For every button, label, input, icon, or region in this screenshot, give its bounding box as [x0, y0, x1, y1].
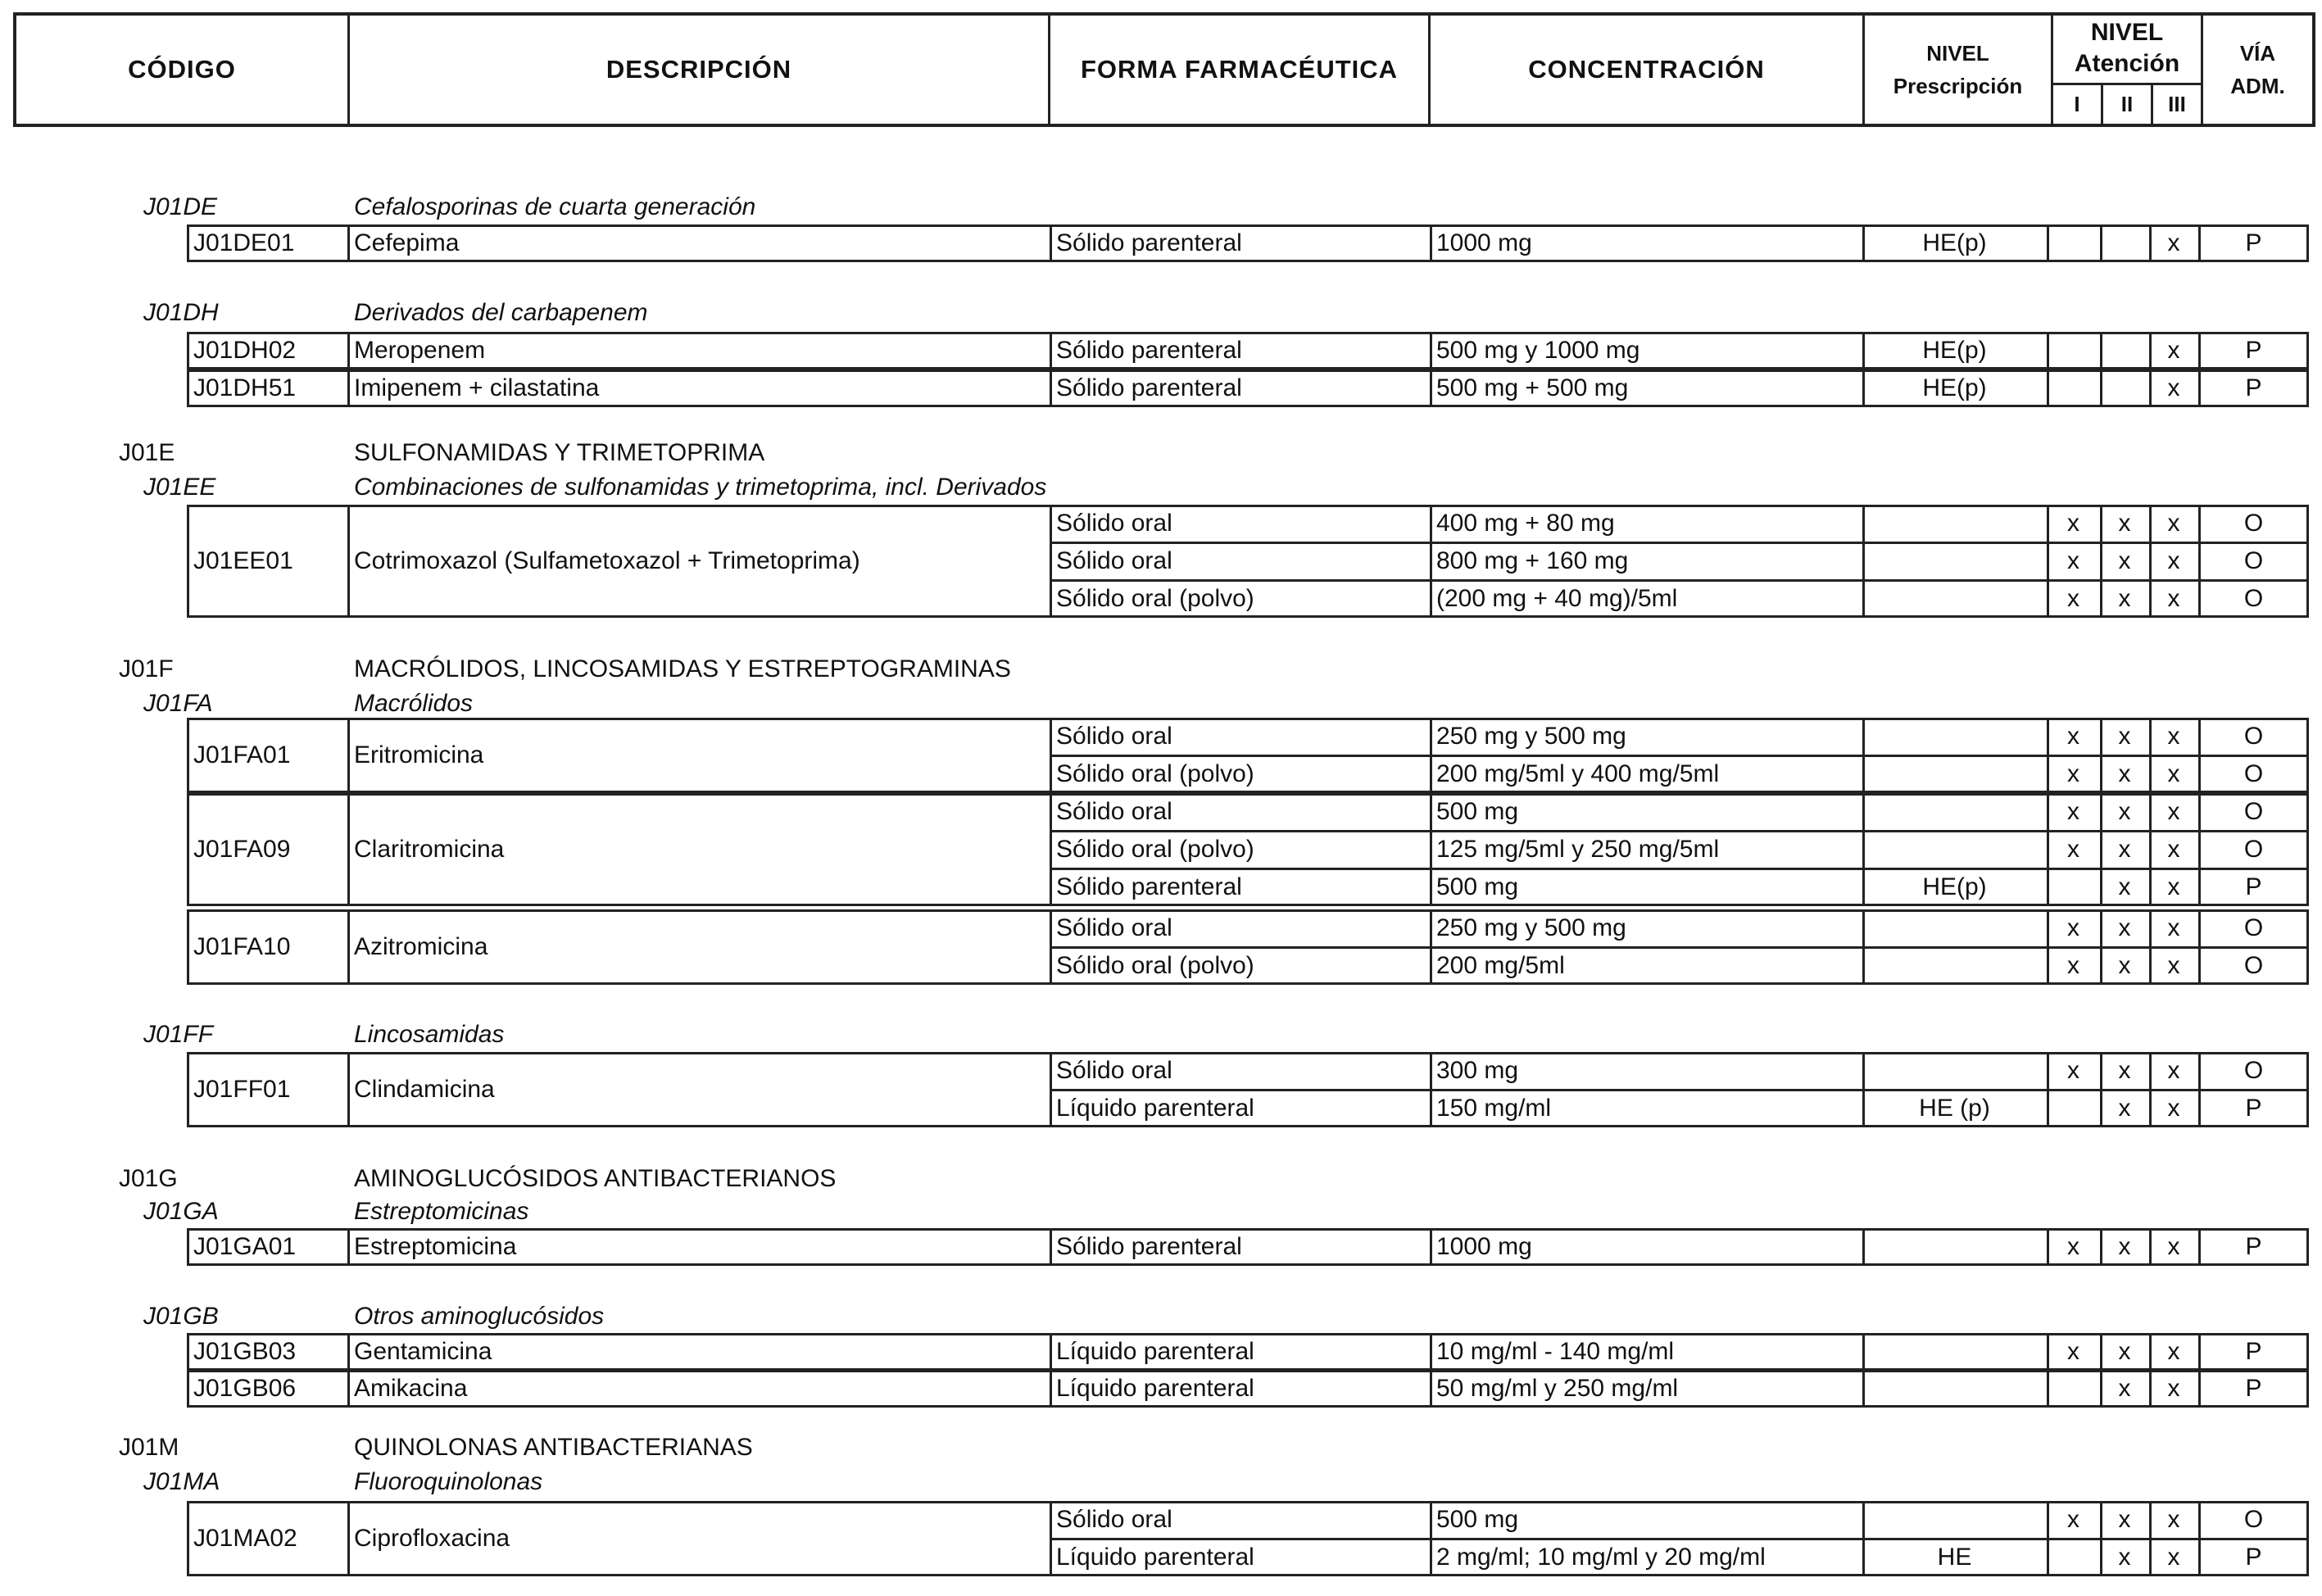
medication-description: Clindamicina	[354, 1076, 495, 1103]
header-via-line2: ADM.	[2230, 74, 2285, 98]
medication-description: Amikacina	[354, 1375, 468, 1402]
prescription-level	[1862, 1333, 2047, 1371]
administration-route: P	[2245, 873, 2262, 900]
administration-route: P	[2245, 229, 2262, 256]
section-code: J01DE	[143, 193, 218, 220]
care-level-2: x	[2118, 1233, 2131, 1260]
care-level-2: x	[2118, 1095, 2131, 1122]
pharmaceutical-form: Sólido oral	[1056, 547, 1172, 574]
medication-code: J01DE01	[193, 229, 295, 256]
prescription-level: HE(p)	[1922, 374, 1987, 401]
prescription-level	[1862, 1228, 2047, 1266]
medication-code: J01EE01	[193, 547, 293, 574]
care-level-3: x	[2167, 547, 2180, 574]
column-divider	[1430, 793, 1432, 906]
column-divider	[347, 1228, 350, 1266]
administration-route: O	[2243, 952, 2264, 979]
prescription-level	[1862, 1370, 2047, 1408]
section-code: J01M	[119, 1434, 179, 1461]
prescription-level	[1862, 909, 2047, 947]
section-title: Combinaciones de sulfonamidas y trimetoprima, incl. Derivados	[354, 474, 1047, 501]
section-code: J01GA	[143, 1198, 219, 1225]
column-divider	[1050, 1333, 1052, 1371]
care-level-1: x	[2067, 1233, 2079, 1260]
column-divider	[1050, 370, 1052, 407]
header-descripcion: DESCRIPCIÓN	[605, 55, 792, 84]
care-level-1: x	[2067, 952, 2079, 979]
care-level-2: x	[2118, 1375, 2131, 1402]
concentration: 500 mg y 1000 mg	[1436, 337, 1640, 364]
column-divider	[1050, 332, 1052, 370]
administration-route: P	[2245, 1544, 2262, 1571]
header-via	[2203, 16, 2312, 124]
care-level-3: x	[2167, 337, 2180, 364]
pharmaceutical-form: Sólido oral (polvo)	[1056, 585, 1254, 612]
pharmaceutical-form: Líquido parenteral	[1056, 1338, 1254, 1365]
pharmaceutical-form: Sólido oral	[1056, 798, 1172, 825]
care-level-1: x	[2067, 1506, 2079, 1533]
care-level-1	[2047, 1539, 2100, 1576]
section-title: QUINOLONAS ANTIBACTERIANAS	[354, 1434, 753, 1461]
care-level-3: x	[2167, 914, 2180, 941]
concentration: 200 mg/5ml	[1436, 952, 1565, 979]
column-divider	[1430, 224, 1432, 262]
medication-description: Imipenem + cilastatina	[354, 374, 600, 401]
concentration: 200 mg/5ml y 400 mg/5ml	[1436, 760, 1720, 787]
administration-route: O	[2243, 1057, 2264, 1084]
pharmaceutical-form: Líquido parenteral	[1056, 1544, 1254, 1571]
column-divider	[347, 718, 350, 793]
prescription-level	[1862, 947, 2047, 985]
concentration: 1000 mg	[1436, 229, 1532, 256]
medication-code: J01MA02	[193, 1525, 297, 1552]
section-title: MACRÓLIDOS, LINCOSAMIDAS Y ESTREPTOGRAMINAS	[354, 655, 1011, 682]
column-divider	[1430, 1333, 1432, 1371]
care-level-1	[2047, 868, 2100, 906]
administration-route: O	[2243, 836, 2264, 863]
header-nivel-III: III	[2168, 92, 2186, 116]
pharmaceutical-form: Sólido oral	[1056, 1506, 1172, 1533]
care-level-2: x	[2118, 723, 2131, 750]
care-level-2: x	[2118, 914, 2131, 941]
section-title: Fluoroquinolonas	[354, 1468, 543, 1495]
section-code: J01E	[119, 439, 175, 466]
pharmaceutical-form: Sólido oral (polvo)	[1056, 952, 1254, 979]
care-level-3: x	[2167, 585, 2180, 612]
column-divider	[347, 505, 350, 618]
care-level-1	[2047, 1090, 2100, 1127]
pharmaceutical-form: Sólido parenteral	[1056, 229, 1242, 256]
pharmaceutical-form: Sólido oral	[1056, 723, 1172, 750]
care-level-1	[2047, 224, 2100, 262]
medication-code: J01GB06	[193, 1375, 297, 1402]
section-code: J01EE	[143, 474, 216, 501]
administration-route: O	[2243, 1506, 2264, 1533]
header-nivel-prescripcion	[1865, 16, 2051, 124]
concentration: 10 mg/ml - 140 mg/ml	[1436, 1338, 1675, 1365]
concentration: 500 mg	[1436, 798, 1519, 825]
care-level-2: x	[2118, 1544, 2131, 1571]
care-level-1: x	[2067, 914, 2079, 941]
care-level-1	[2047, 332, 2100, 370]
care-level-3: x	[2167, 1233, 2180, 1260]
section-title: SULFONAMIDAS Y TRIMETOPRIMA	[354, 439, 765, 466]
prescription-level	[1862, 542, 2047, 580]
concentration: 150 mg/ml	[1436, 1095, 1552, 1122]
section-title: Estreptomicinas	[354, 1198, 529, 1225]
header-nivel-prescripcion-line2: Prescripción	[1893, 74, 2023, 98]
administration-route: O	[2243, 585, 2264, 612]
pharmaceutical-form: Líquido parenteral	[1056, 1095, 1254, 1122]
column-divider	[1050, 793, 1052, 906]
column-divider	[1050, 1370, 1052, 1408]
care-level-2: x	[2118, 1338, 2131, 1365]
administration-route: O	[2243, 547, 2264, 574]
section-title: Derivados del carbapenem	[354, 299, 648, 326]
care-level-3: x	[2167, 1095, 2180, 1122]
concentration: (200 mg + 40 mg)/5ml	[1436, 585, 1678, 612]
pharmaceutical-form: Sólido oral	[1056, 1057, 1172, 1084]
section-code: J01GB	[143, 1303, 219, 1330]
care-level-2: x	[2118, 1057, 2131, 1084]
care-level-3: x	[2167, 229, 2180, 256]
medication-code: J01GB03	[193, 1338, 297, 1365]
header-nivel-II: II	[2120, 92, 2134, 116]
medication-description: Gentamicina	[354, 1338, 492, 1365]
column-divider	[1430, 370, 1432, 407]
care-level-3: x	[2167, 723, 2180, 750]
concentration: 400 mg + 80 mg	[1436, 510, 1615, 537]
header-nivel-atencion-line1: NIVEL	[2090, 19, 2164, 46]
column-divider	[1050, 1228, 1052, 1266]
medication-description: Azitromicina	[354, 933, 488, 960]
column-divider	[347, 1333, 350, 1371]
column-divider	[347, 370, 350, 407]
care-level-3: x	[2167, 873, 2180, 900]
care-level-3: x	[2167, 952, 2180, 979]
pharmaceutical-form: Sólido parenteral	[1056, 337, 1242, 364]
care-level-1: x	[2067, 1338, 2079, 1365]
care-level-2: x	[2118, 836, 2131, 863]
section-code: J01F	[119, 655, 174, 682]
care-level-3: x	[2167, 1057, 2180, 1084]
care-level-3: x	[2167, 1544, 2180, 1571]
header-forma: FORMA FARMACÉUTICA	[1080, 55, 1399, 84]
column-divider	[1430, 505, 1432, 618]
prescription-level	[1862, 793, 2047, 831]
care-level-3: x	[2167, 798, 2180, 825]
concentration: 500 mg	[1436, 873, 1519, 900]
prescription-level	[1862, 580, 2047, 618]
care-level-2: x	[2118, 798, 2131, 825]
administration-route: O	[2243, 798, 2264, 825]
header-nivel-atencion-line2: Atención	[2074, 50, 2180, 77]
section-title: Macrólidos	[354, 690, 474, 717]
administration-route: P	[2245, 337, 2262, 364]
care-level-2	[2100, 370, 2149, 407]
concentration: 1000 mg	[1436, 1233, 1532, 1260]
pharmaceutical-form: Líquido parenteral	[1056, 1375, 1254, 1402]
header-nivel-prescripcion-line1: NIVEL	[1926, 41, 1989, 66]
section-code: J01G	[119, 1165, 178, 1192]
prescription-level	[1862, 1501, 2047, 1539]
medication-code: J01FA09	[193, 836, 291, 863]
header-via-line1: VÍA	[2239, 41, 2276, 66]
medication-code: J01FF01	[193, 1076, 291, 1103]
column-divider	[347, 224, 350, 262]
prescription-level: HE(p)	[1922, 229, 1987, 256]
administration-route: O	[2243, 723, 2264, 750]
concentration: 300 mg	[1436, 1057, 1519, 1084]
pharmaceutical-form: Sólido oral	[1056, 510, 1172, 537]
prescription-level: HE(p)	[1922, 337, 1987, 364]
prescription-level	[1862, 1052, 2047, 1090]
care-level-3: x	[2167, 836, 2180, 863]
administration-route: P	[2245, 374, 2262, 401]
care-level-1	[2047, 1370, 2100, 1408]
care-level-3: x	[2167, 1375, 2180, 1402]
pharmaceutical-form: Sólido parenteral	[1056, 374, 1242, 401]
care-level-2: x	[2118, 952, 2131, 979]
section-code: J01FF	[143, 1021, 214, 1048]
care-level-2: x	[2118, 547, 2131, 574]
concentration: 250 mg y 500 mg	[1436, 723, 1626, 750]
care-level-1: x	[2067, 798, 2079, 825]
concentration: 2 mg/ml; 10 mg/ml y 20 mg/ml	[1436, 1544, 1766, 1571]
prescription-level	[1862, 505, 2047, 542]
care-level-2: x	[2118, 760, 2131, 787]
section-code: J01MA	[143, 1468, 220, 1495]
column-divider	[1050, 224, 1052, 262]
medication-description: Estreptomicina	[354, 1233, 517, 1260]
header-codigo: CÓDIGO	[128, 55, 236, 84]
care-level-2: x	[2118, 1506, 2131, 1533]
administration-route: P	[2245, 1095, 2262, 1122]
section-title: Otros aminoglucósidos	[354, 1303, 605, 1330]
medication-description: Eritromicina	[354, 741, 484, 769]
pharmaceutical-form: Sólido oral (polvo)	[1056, 760, 1254, 787]
care-level-3: x	[2167, 760, 2180, 787]
concentration: 500 mg	[1436, 1506, 1519, 1533]
prescription-level: HE(p)	[1922, 873, 1987, 900]
concentration: 125 mg/5ml y 250 mg/5ml	[1436, 836, 1720, 863]
header-nivel-I: I	[2074, 92, 2080, 116]
column-divider	[347, 332, 350, 370]
medication-code: J01FA10	[193, 933, 291, 960]
care-level-2: x	[2118, 510, 2131, 537]
medication-description: Meropenem	[354, 337, 486, 364]
care-level-2: x	[2118, 585, 2131, 612]
column-divider	[1430, 1370, 1432, 1408]
care-level-3: x	[2167, 1338, 2180, 1365]
care-level-1: x	[2067, 836, 2079, 863]
column-divider	[347, 1052, 350, 1127]
pharmaceutical-form: Sólido parenteral	[1056, 873, 1242, 900]
column-divider	[347, 1370, 350, 1408]
care-level-2: x	[2118, 873, 2131, 900]
column-divider	[347, 1501, 350, 1576]
care-level-1: x	[2067, 510, 2079, 537]
medication-code: J01GA01	[193, 1233, 297, 1260]
care-level-1: x	[2067, 1057, 2079, 1084]
care-level-1: x	[2067, 547, 2079, 574]
medication-description: Cefepima	[354, 229, 460, 256]
administration-route: O	[2243, 510, 2264, 537]
care-level-3: x	[2167, 1506, 2180, 1533]
header-concentracion: CONCENTRACIÓN	[1528, 55, 1765, 84]
column-divider	[1050, 505, 1052, 618]
section-title: Lincosamidas	[354, 1021, 505, 1048]
pharmaceutical-form: Sólido oral	[1056, 914, 1172, 941]
prescription-level	[1862, 755, 2047, 793]
column-divider	[1430, 1228, 1432, 1266]
medication-description: Claritromicina	[354, 836, 505, 863]
section-code: J01FA	[143, 690, 213, 717]
care-level-1: x	[2067, 723, 2079, 750]
administration-route: O	[2243, 760, 2264, 787]
prescription-level: HE (p)	[1919, 1095, 1990, 1122]
care-level-1: x	[2067, 585, 2079, 612]
medication-code: J01FA01	[193, 741, 291, 769]
medication-description: Ciprofloxacina	[354, 1525, 510, 1552]
column-header	[13, 12, 2315, 127]
administration-route: P	[2245, 1233, 2262, 1260]
section-code: J01DH	[143, 299, 219, 326]
administration-route: P	[2245, 1338, 2262, 1365]
concentration: 50 mg/ml y 250 mg/ml	[1436, 1375, 1679, 1402]
administration-route: P	[2245, 1375, 2262, 1402]
concentration: 500 mg + 500 mg	[1436, 374, 1629, 401]
administration-route: O	[2243, 914, 2264, 941]
pharmaceutical-form: Sólido oral (polvo)	[1056, 836, 1254, 863]
care-level-1	[2047, 370, 2100, 407]
section-title: Cefalosporinas de cuarta generación	[354, 193, 756, 220]
prescription-level	[1862, 831, 2047, 868]
prescription-level: HE	[1937, 1544, 1972, 1571]
medication-code: J01DH51	[193, 374, 297, 401]
medication-code: J01DH02	[193, 337, 297, 364]
medication-description: Cotrimoxazol (Sulfametoxazol + Trimetoprima)	[354, 547, 860, 574]
care-level-3: x	[2167, 374, 2180, 401]
prescription-level	[1862, 718, 2047, 755]
care-level-1: x	[2067, 760, 2079, 787]
column-divider	[1430, 332, 1432, 370]
column-divider	[347, 793, 350, 906]
care-level-2	[2100, 224, 2149, 262]
care-level-2	[2100, 332, 2149, 370]
concentration: 250 mg y 500 mg	[1436, 914, 1626, 941]
column-divider	[347, 909, 350, 985]
care-level-3: x	[2167, 510, 2180, 537]
pharmaceutical-form: Sólido parenteral	[1056, 1233, 1242, 1260]
concentration: 800 mg + 160 mg	[1436, 547, 1629, 574]
section-title: AMINOGLUCÓSIDOS ANTIBACTERIANOS	[354, 1165, 837, 1192]
